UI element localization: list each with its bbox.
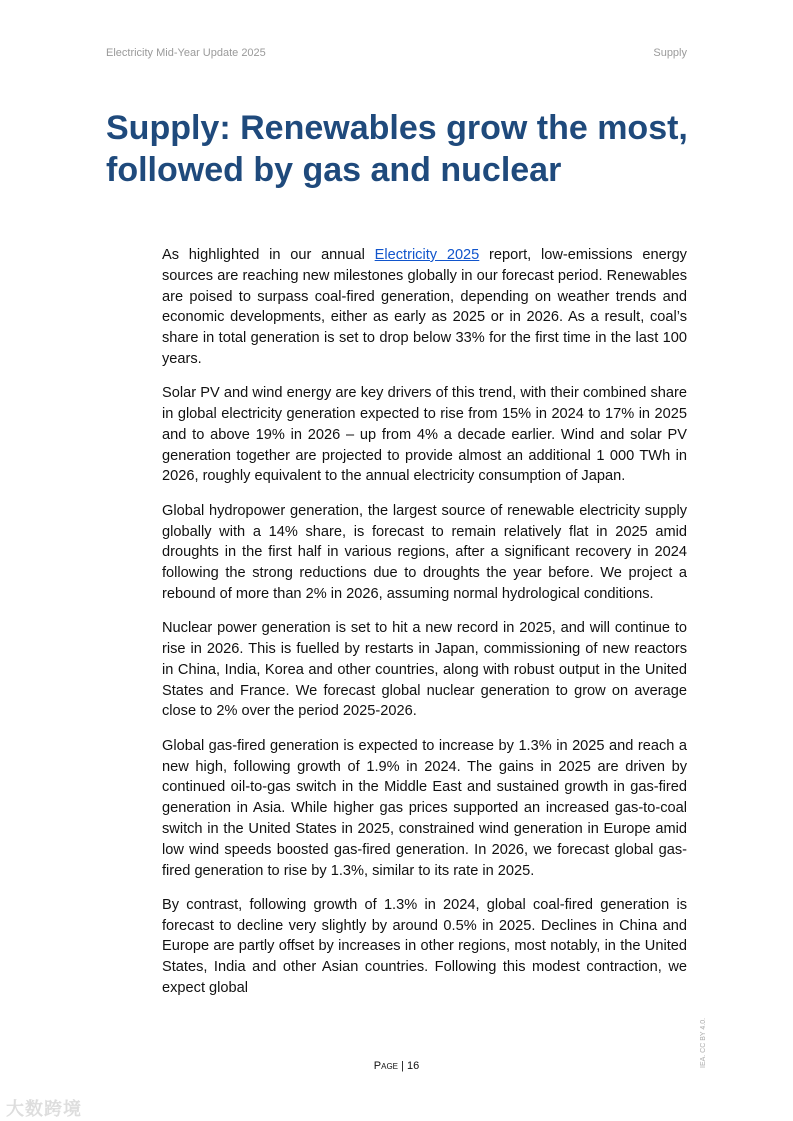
paragraph-2: Solar PV and wind energy are key drivers of this trend, with their combined share in global electricity generation expected to rise from 15% in 2024 to 17% in 2025 and to above 19% in 2026 – up from 4% a decade earlier. Wind and solar PV generation together are projected to provide almost an additional 1 000 TWh in 2026, roughly equivalent to the annual electricity consumption of Japan. [162, 385, 687, 485]
license-note: IEA. CC BY 4.0. [700, 1017, 707, 1068]
page-footer [0, 1060, 793, 1072]
page-number: 16 [406, 1060, 420, 1072]
page-separator: | [398, 1060, 407, 1072]
paragraph-3: Global hydropower generation, the largest source of renewable electricity supply globally with a 14% share, is forecast to remain relatively flat in 2025 amid droughts in the first half in various regions, after a significant recovery in 2024 following the strong reductions due to droughts the year before. We project a rebound of more than 2% in 2026, assuming normal hydrological conditions. [162, 502, 687, 602]
header-section: Supply [653, 47, 687, 59]
paragraph-text: As highlighted in our annual [162, 247, 375, 263]
page-title: Supply: Renewables grow the most, followed by gas and nuclear [106, 109, 688, 189]
paragraph-text: report, low-emissions energy sources are reaching new milestones globally in our forecast period. Renewables are poised to surpass coal-fired generation, depending on weather trends and economic developments, either as early as 2025 or in 2026. As a result, coal’s share in total generation is set to drop below 33% for the first time in the last 100 years. [162, 247, 687, 367]
body-text [162, 245, 687, 1012]
watermark-logo: 大数跨境 [6, 1099, 82, 1119]
electricity-2025-link[interactable]: Electricity 2025 [374, 247, 480, 263]
paragraph-5: Global gas-fired generation is expected to increase by 1.3% in 2025 and reach a new high, following growth of 1.9% in 2024. The gains in 2025 are driven by continued oil-to-gas switch in the Middle East and sustained growth in gas-fired generation in Asia. While higher gas prices supported an increased gas-to-coal switch in the United States in 2025, constrained wind generation in Europe amid low wind speeds boosted gas-fired generation. In 2026, we forecast global gas-fired generation to rise by 1.3%, similar to its rate in 2025. [162, 737, 687, 879]
paragraph-4: Nuclear power generation is set to hit a new record in 2025, and will continue to rise in 2026. This is fuelled by restarts in Japan, commissioning of new reactors in China, India, Korea and other countries, along with robust output in the United States and France. We forecast global nuclear generation to grow on average close to 2% over the period 2025-2026. [162, 620, 687, 720]
page-label: Page [373, 1060, 398, 1072]
paragraph-6: By contrast, following growth of 1.3% in 2024, global coal-fired generation is forecast to decline very slightly by around 0.5% in 2025. Declines in China and Europe are partly offset by increases in other regions, most notably, in the United States, India and other Asian countries. Following this modest contraction, we expect global [162, 896, 687, 996]
header-document-title: Electricity Mid-Year Update 2025 [106, 47, 266, 59]
paragraph-1 [162, 245, 687, 370]
